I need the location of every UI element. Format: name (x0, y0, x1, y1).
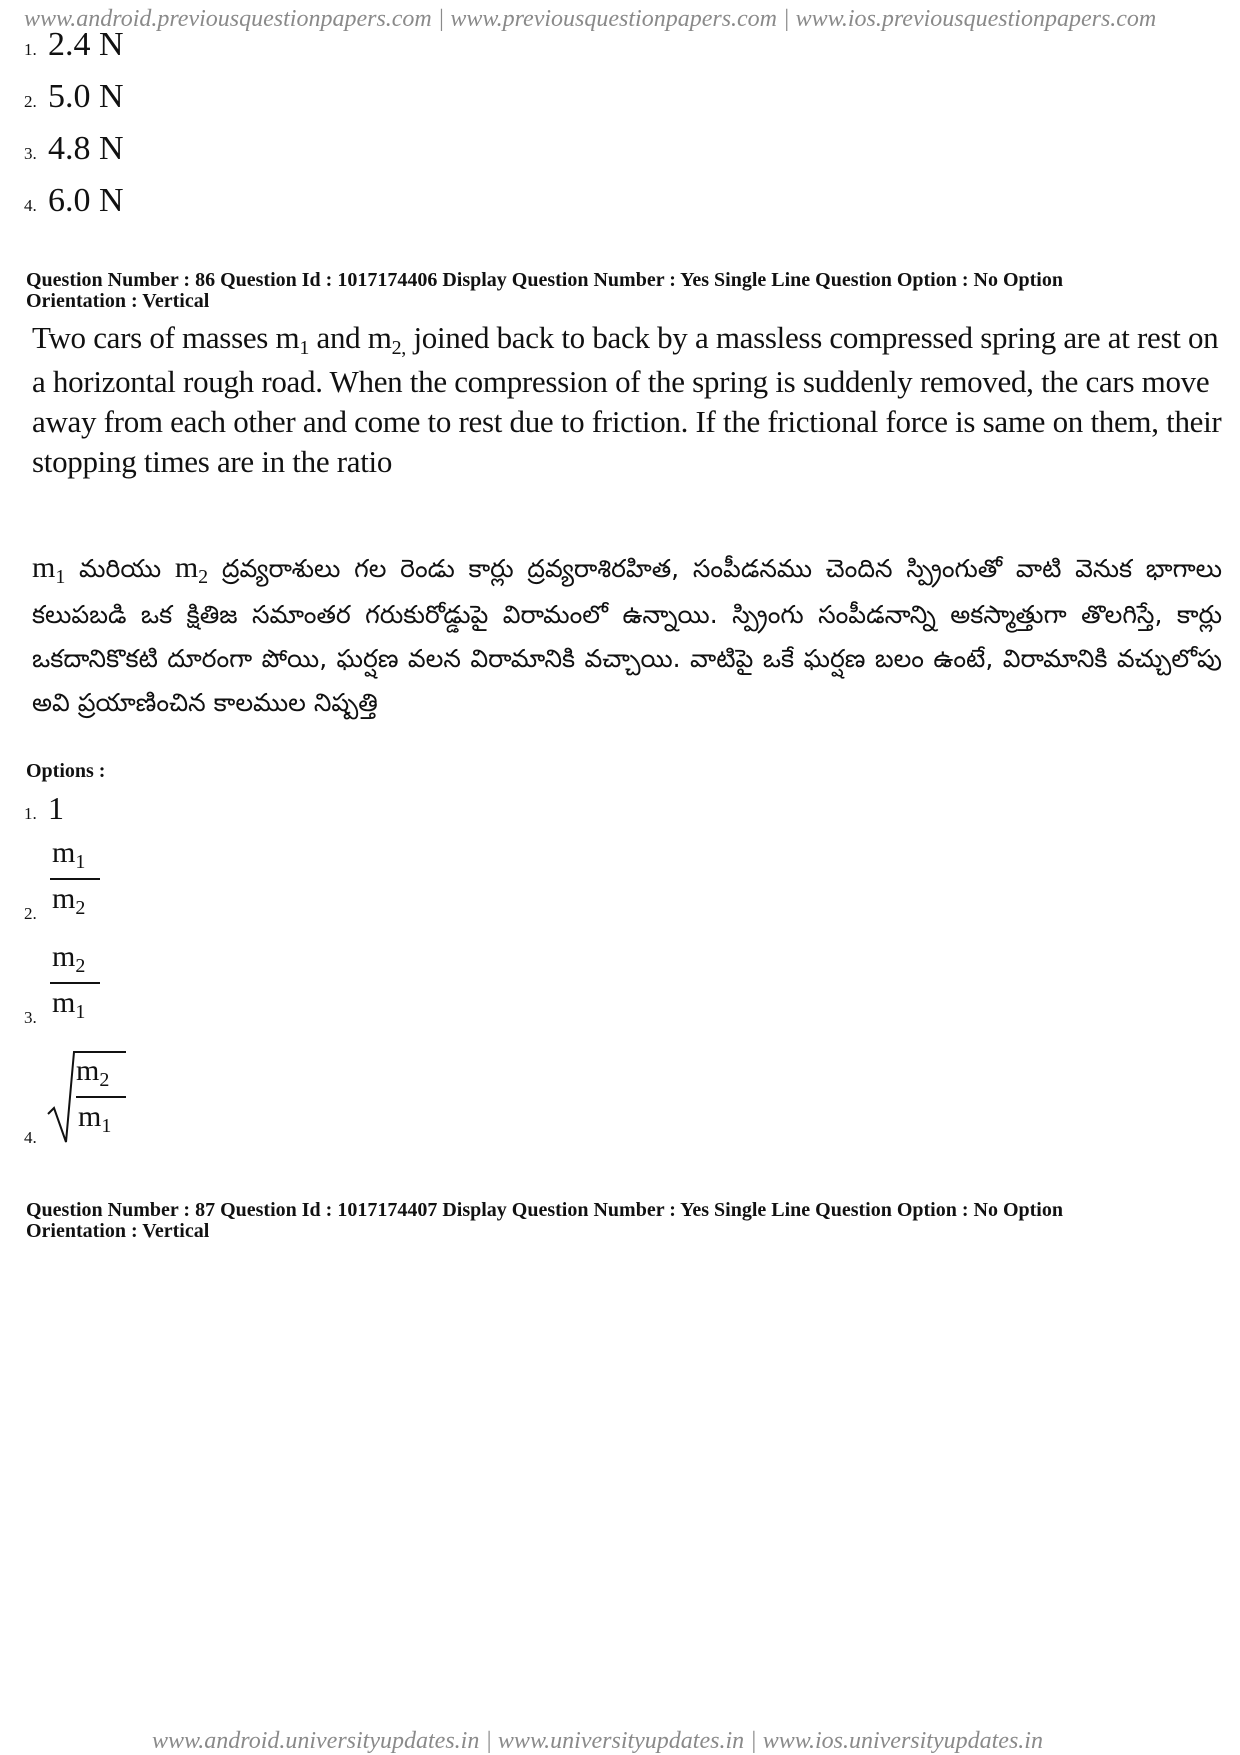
fraction-bar (76, 1096, 126, 1098)
q86-option-4-sqrt-fraction (46, 1046, 136, 1146)
question-header-line: Orientation : Vertical (26, 1220, 210, 1242)
fraction-denominator (52, 986, 86, 1023)
option-value: 2.4 N (48, 26, 124, 63)
q86-option-2-number: 2. (24, 904, 37, 923)
option-number: 1. (24, 40, 37, 59)
text-segment: and m (309, 320, 392, 355)
option-value: 5.0 N (48, 78, 124, 115)
q86-option-3-number: 3. (24, 1008, 37, 1027)
prev-option-3 (24, 130, 124, 168)
fraction-bar (50, 982, 100, 984)
footer-watermark: www.android.universityupdates.in | www.universityupdates.in | www.ios.universityupdates.in (152, 1728, 1043, 1754)
q86-option-1 (24, 790, 64, 827)
symbol-m: m (32, 551, 56, 584)
prev-option-4 (24, 182, 124, 220)
question-86-header (26, 270, 1206, 312)
fraction-denominator (78, 1100, 112, 1137)
text-segment: ద్రవ్యరాశులు గల రెండు కార్లు ద్రవ్యరాశిరహిత, సంపీడనము చెందిన స్ప్రింగుతో వాటి వెనుక భాగాలు కలుపబడి ఒక క్షితిజ సమాంతర గరుకురోడ్డుపై విరామంలో ఉన్నాయి. స్ప్రింగు సంపీడనాన్ని అకస్మాత్తుగా తొలగిస్తే, కార్లు ఒకదానికొకటి దూరంగా పోయి, ఘర్షణ వలన విరామానికి వచ్చాయి. వాటిపై ఒకే ఘర్షణ బలం ఉంటే, విరామానికి వచ్చులోపు అవి ప్రయాణించిన కాలముల నిష్పత్తి (32, 554, 1222, 717)
prev-option-2 (24, 78, 124, 116)
prev-option-1 (24, 26, 124, 64)
denominator-subscript: 2 (75, 897, 86, 919)
question-header-line: Orientation : Vertical (26, 290, 210, 312)
q86-option-4-number: 4. (24, 1128, 37, 1147)
fraction-numerator (52, 836, 86, 873)
option-value: 6.0 N (48, 182, 124, 219)
numerator-subscript: 1 (75, 851, 86, 873)
option-number: 1. (24, 804, 37, 823)
question-86-telugu-text (32, 546, 1222, 725)
options-label: Options : (26, 760, 106, 782)
numerator-subscript: 2 (75, 955, 86, 977)
option-value: 4.8 N (48, 130, 124, 167)
option-number: 3. (24, 144, 37, 163)
symbol-m: m (174, 551, 199, 584)
question-86-english-text (32, 318, 1222, 482)
question-header-line: Question Number : 86 Question Id : 1017174406 Display Question Number : Yes Single Line Question Option : No Option (26, 269, 1063, 291)
subscript: 1 (299, 337, 310, 359)
header-watermark: www.android.previousquestionpapers.com | www.previousquestionpapers.com | www.ios.previousquestionpapers.com (24, 6, 1157, 32)
q86-option-3-fraction (50, 940, 110, 1030)
numerator-symbol: m (76, 1054, 100, 1087)
subscript: 2 (198, 566, 209, 588)
denominator-subscript: 1 (101, 1115, 112, 1137)
fraction-numerator (52, 940, 86, 977)
text-segment: Two cars of masses m (32, 320, 300, 355)
numerator-subscript: 2 (99, 1069, 110, 1091)
numerator-symbol: m (52, 940, 76, 973)
denominator-symbol: m (52, 882, 76, 915)
fraction-bar (50, 878, 100, 880)
denominator-symbol: m (78, 1100, 102, 1133)
question-87-header (26, 1200, 1206, 1242)
subscript: 2, (391, 337, 407, 359)
q86-option-2-fraction (50, 836, 110, 926)
denominator-symbol: m (52, 986, 76, 1019)
denominator-subscript: 1 (75, 1001, 86, 1023)
option-value: 1 (48, 790, 64, 826)
question-header-line: Question Number : 87 Question Id : 1017174407 Display Question Number : Yes Single Line Question Option : No Option (26, 1199, 1063, 1221)
numerator-symbol: m (52, 836, 76, 869)
option-number: 2. (24, 92, 37, 111)
text-segment: మరియు (65, 554, 175, 583)
subscript: 1 (55, 566, 66, 588)
option-number: 4. (24, 196, 37, 215)
fraction-denominator (52, 882, 86, 919)
fraction-numerator (76, 1054, 110, 1091)
text-segment: joined back to back by a massless compressed spring are at rest on a horizontal rough road. When the compression of the spring is suddenly removed, the cars move away from each other and come to rest due to friction. If the frictional force is same on them, their stopping times are in the ratio (32, 320, 1222, 479)
